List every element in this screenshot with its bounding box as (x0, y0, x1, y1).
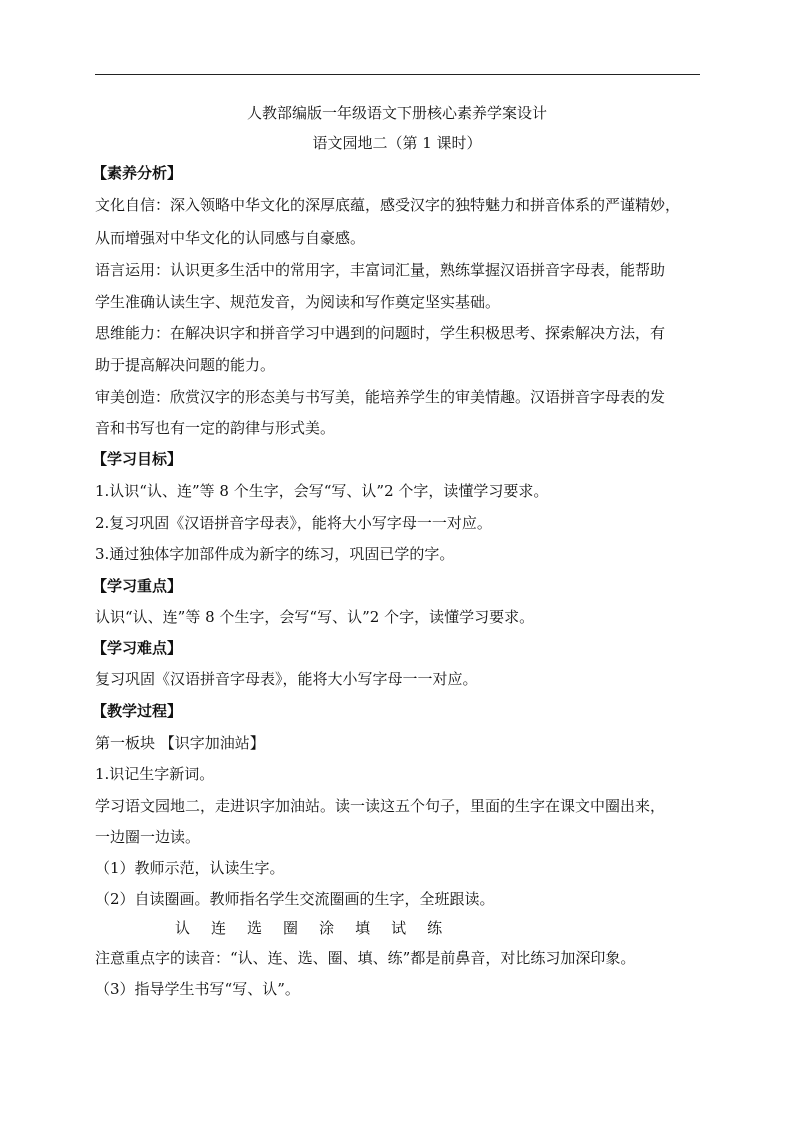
paragraph-line: 文化自信：深入领略中华文化的深厚底蕴，感受汉字的独特魅力和拼音体系的严谨精妙， (95, 196, 681, 214)
paragraph-line: 复习巩固《汉语拼音字母表》，能将大小写字母一一对应。 (95, 670, 478, 688)
sub-step: （2）自读圈画。教师指名学生交流圈画的生字，全班跟读。 (95, 890, 495, 908)
sub-step: （3）指导学生书写“写、认”。 (95, 980, 300, 998)
paragraph-line: 注意重点字的读音：“认、连、选、圈、填、练”都是前鼻音，对比练习加深印象。 (95, 949, 636, 967)
section-heading-key-points: 【学习重点】 (92, 577, 183, 595)
section-heading-goals: 【学习目标】 (92, 450, 183, 468)
character: 圈 (283, 919, 299, 937)
list-item: 1.认识“认、连”等 8 个生字，会写“写、认”2 个字，读懂学习要求。 (95, 482, 549, 500)
lesson-subtitle: 语文园地二（第 1 课时） (312, 134, 482, 152)
character: 填 (355, 919, 371, 937)
section-heading-literacy: 【素养分析】 (92, 164, 183, 182)
paragraph-line: 认识“认、连”等 8 个生字，会写“写、认”2 个字，读懂学习要求。 (95, 608, 535, 626)
list-item: 2.复习巩固《汉语拼音字母表》，能将大小写字母一一对应。 (95, 514, 492, 532)
section-heading-difficulties: 【学习难点】 (92, 639, 183, 657)
paragraph-line: 学生准确认读生字、规范发音，为阅读和写作奠定坚实基础。 (95, 293, 501, 311)
character: 试 (391, 919, 407, 937)
character: 选 (247, 919, 263, 937)
paragraph-line: 学习语文园地二，走进识字加油站。读一读这五个句子，里面的生字在课文中圈出来， (95, 797, 666, 815)
paragraph-line: 助于提高解决问题的能力。 (95, 356, 276, 374)
paragraph-line: 音和书写也有一定的韵律与形式美。 (95, 419, 336, 437)
paragraph-line: 一边圈一边读。 (95, 828, 201, 846)
paragraph-line: 思维能力：在解决识字和拼音学习中遇到的问题时，学生积极思考、探索解决方法，有 (95, 324, 666, 342)
sub-step: （1）教师示范，认读生字。 (95, 859, 285, 877)
character: 认 (175, 919, 191, 937)
header-rule (95, 74, 700, 75)
character-list (175, 918, 463, 938)
step-title: 1.识记生字新词。 (95, 765, 215, 783)
paragraph-line: 审美创造：欣赏汉字的形态美与书写美，能培养学生的审美情趣。汉语拼音字母表的发 (95, 388, 666, 406)
section-heading-process: 【教学过程】 (92, 702, 183, 720)
character: 练 (427, 919, 443, 937)
paragraph-line: 从而增强对中华文化的认同感与自豪感。 (95, 229, 366, 247)
block-title: 第一板块 【识字加油站】 (95, 734, 265, 752)
paragraph-line: 语言运用：认识更多生活中的常用字，丰富词汇量，熟练掌握汉语拼音字母表，能帮助 (95, 261, 666, 279)
character: 涂 (319, 919, 335, 937)
list-item: 3.通过独体字加部件成为新字的练习，巩固已学的字。 (95, 545, 455, 563)
character: 连 (211, 919, 227, 937)
document-title: 人教部编版一年级语文下册核心素养学案设计 (246, 104, 547, 122)
